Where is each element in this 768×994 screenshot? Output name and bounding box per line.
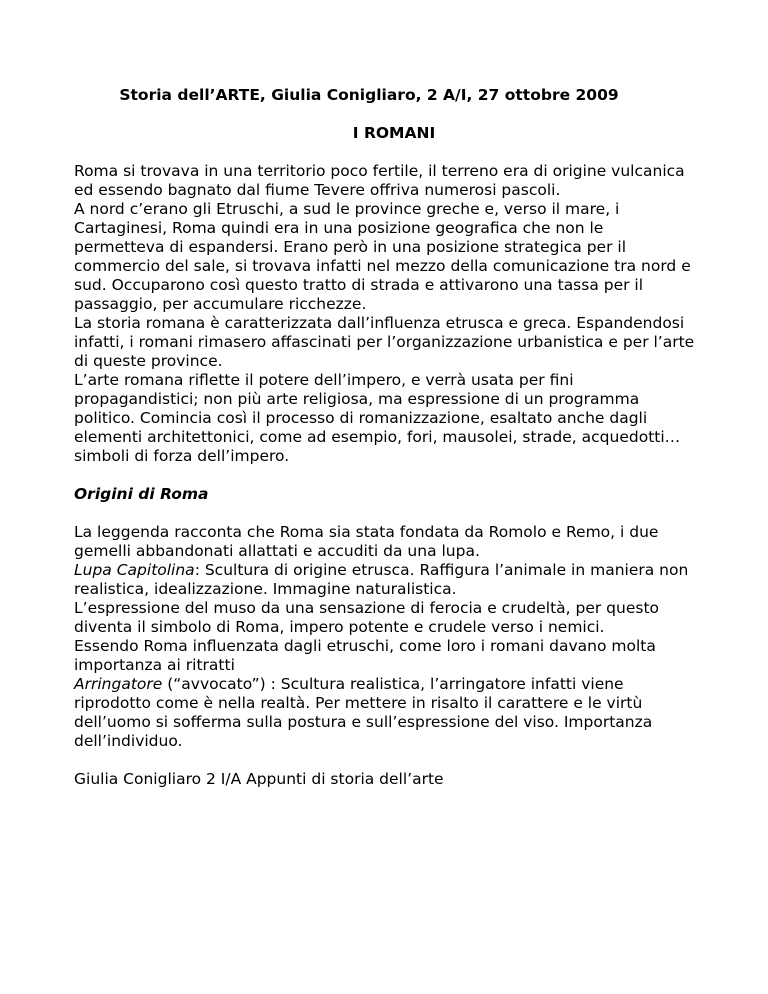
- spacer: [74, 105, 714, 124]
- spacer: [74, 751, 714, 770]
- document-title-text: Storia dell’ARTE, Giulia Conigliaro, 2 A/I, 27 ottobre 2009: [119, 86, 619, 104]
- text-line: di queste province.: [74, 352, 223, 370]
- text-run: : Scultura di origine etrusca. Raffigura l’animale in maniera non: [194, 561, 689, 579]
- text-line: Roma si trovava in una territorio poco fertile, il terreno era di origine vulcanica: [74, 162, 685, 180]
- text-line: realistica, idealizzazione. Immagine naturalistica.: [74, 580, 457, 598]
- text-line: elementi architettonici, come ad esempio, fori, mausolei, strade, acquedotti…: [74, 428, 681, 446]
- text-line: La leggenda racconta che Roma sia stata fondata da Romolo e Remo, i due: [74, 523, 659, 541]
- text-line: passaggio, per accumulare ricchezze.: [74, 295, 367, 313]
- text-line: L’arte romana riflette il potere dell’impero, e verrà usata per fini: [74, 371, 574, 389]
- section-title: I ROMANI: [352, 124, 436, 142]
- text-line: Cartaginesi, Roma quindi era in una posizione geografica che non le: [74, 219, 604, 237]
- document-title: [74, 86, 714, 105]
- text-line: La storia romana è caratterizzata dall’influenza etrusca e greca. Espandendosi: [74, 314, 685, 332]
- paragraph-origini: [74, 523, 714, 751]
- text-line: Essendo Roma influenzata dagli etruschi, come loro i romani davano molta: [74, 637, 656, 655]
- text-line: [74, 675, 714, 694]
- paragraph-romani: [74, 162, 714, 466]
- section-heading: Origini di Roma: [74, 485, 209, 503]
- text-line: simboli di forza dell’impero.: [74, 447, 290, 465]
- text-line: riprodotto come è nella realtà. Per mettere in risalto il carattere e le virtù: [74, 694, 643, 712]
- text-line: [74, 561, 714, 580]
- artwork-name: Arringatore: [74, 675, 163, 693]
- text-line: permetteva di espandersi. Erano però in una posizione strategica per il: [74, 238, 627, 256]
- spacer: [74, 504, 714, 523]
- text-line: infatti, i romani rimasero affascinati per l’organizzazione urbanistica e per l’arte: [74, 333, 695, 351]
- spacer: [74, 143, 714, 162]
- artwork-name: Lupa Capitolina: [74, 561, 195, 579]
- text-line: propagandistici; non più arte religiosa, ma espressione di un programma: [74, 390, 640, 408]
- text-line: ed essendo bagnato dal fiume Tevere offriva numerosi pascoli.: [74, 181, 561, 199]
- text-line: importanza ai ritratti: [74, 656, 235, 674]
- text-line: L’espressione del muso da una sensazione di ferocia e crudeltà, per questo: [74, 599, 660, 617]
- document-page: [74, 86, 714, 789]
- text-line: dell’individuo.: [74, 732, 183, 750]
- text-line: commercio del sale, si trovava infatti nel mezzo della comunicazione tra nord e: [74, 257, 691, 275]
- footer-note: Giulia Conigliaro 2 I/A Appunti di storia dell’arte: [74, 770, 444, 788]
- text-line: dell’uomo si sofferma sulla postura e sull’espressione del viso. Importanza: [74, 713, 653, 731]
- text-line: gemelli abbandonati allattati e accuditi da una lupa.: [74, 542, 480, 560]
- spacer: [74, 466, 714, 485]
- text-line: diventa il simbolo di Roma, impero potente e crudele verso i nemici.: [74, 618, 605, 636]
- text-line: A nord c’erano gli Etruschi, a sud le province greche e, verso il mare, i: [74, 200, 620, 218]
- text-line: politico. Comincia così il processo di romanizzazione, esaltato anche dagli: [74, 409, 648, 427]
- text-line: sud. Occuparono così questo tratto di strada e attivarono una tassa per il: [74, 276, 644, 294]
- text-run: (“avvocato”) : Scultura realistica, l’arringatore infatti viene: [162, 675, 624, 693]
